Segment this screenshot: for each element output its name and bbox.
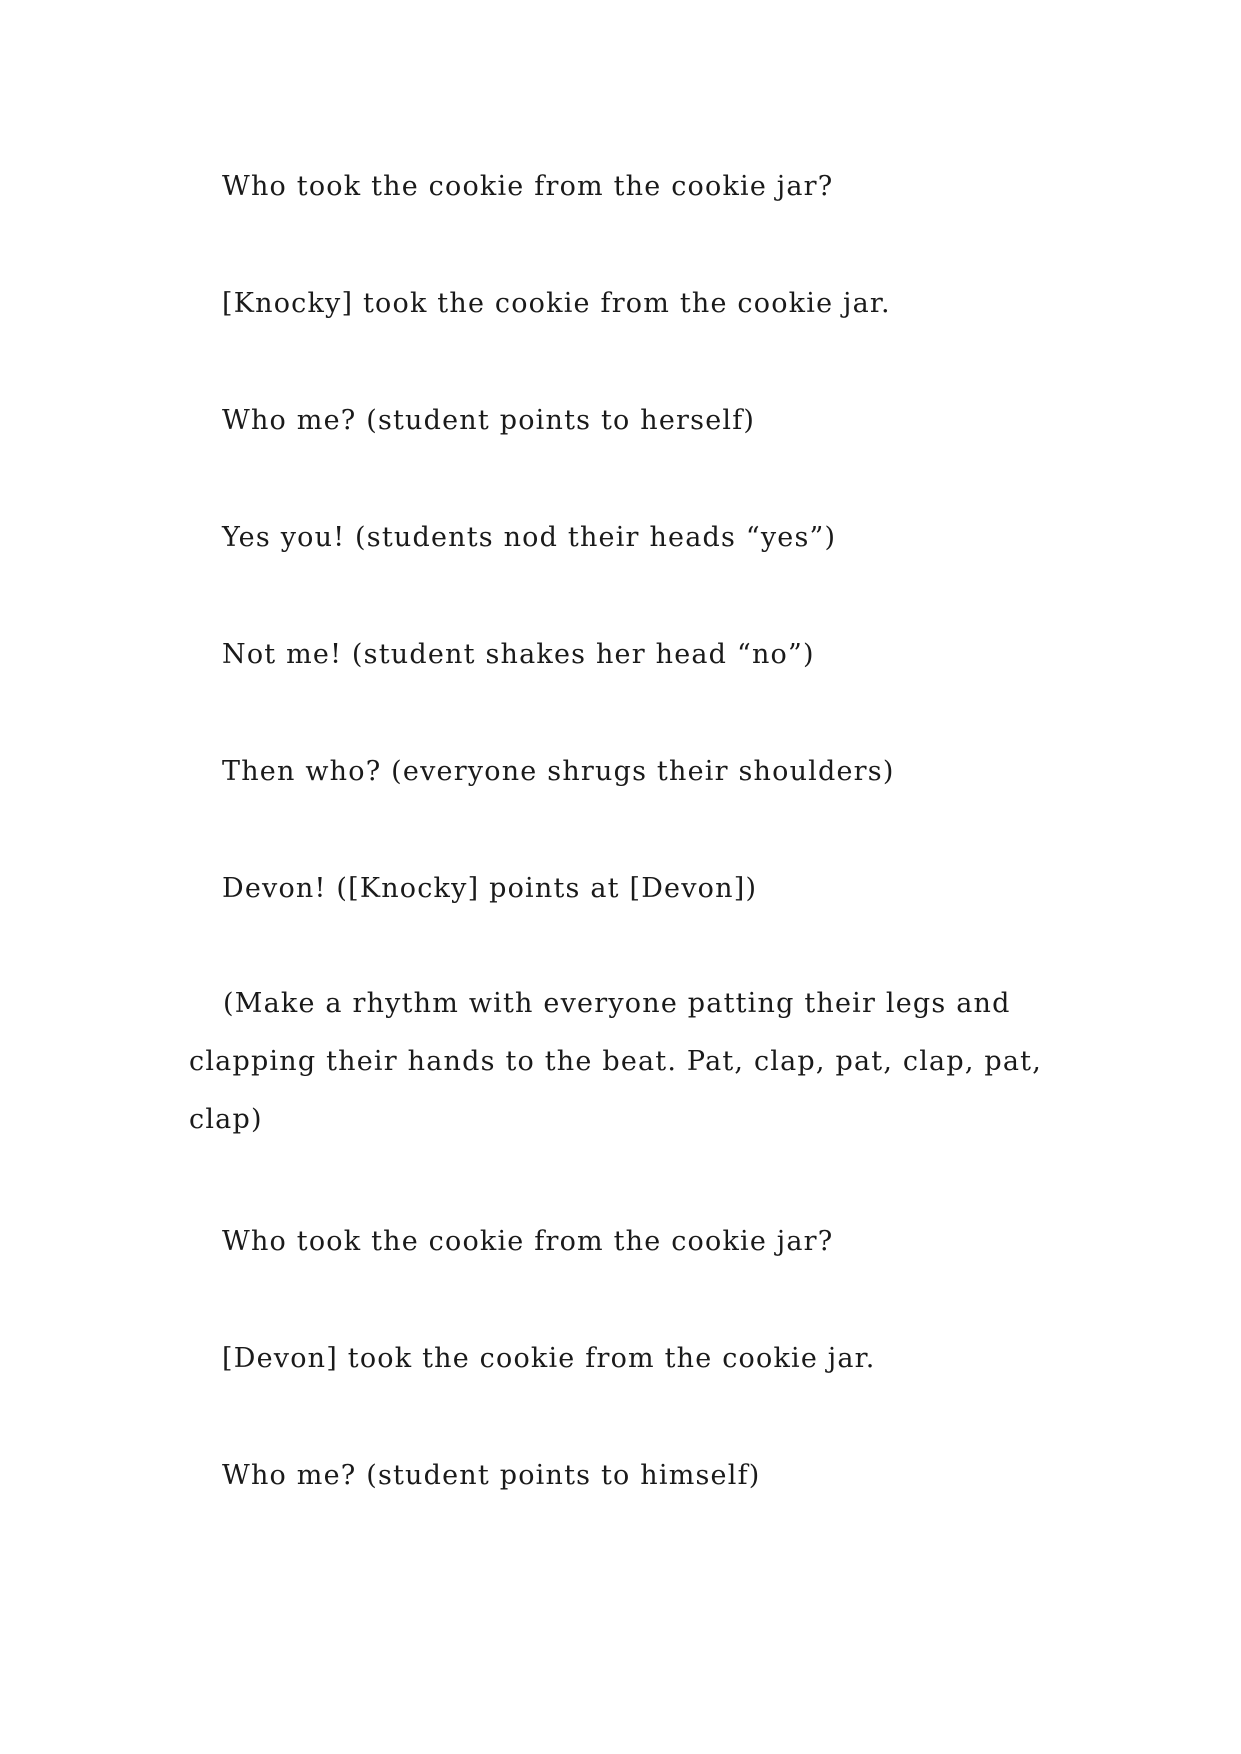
- verse-line-3: Who me? (student points to herself): [222, 405, 756, 436]
- instruction-paragraph: (Make a rhythm with everyone patting their legs and clapping their hands to the beat. Pat, clap, pat, clap, pat, clap): [189, 988, 1042, 1135]
- verse-line-1: Who took the cookie from the cookie jar?: [222, 171, 834, 202]
- verse-line-8: Who took the cookie from the cookie jar?: [222, 1226, 834, 1257]
- verse-line-7: Devon! ([Knocky] points at [Devon]): [222, 873, 758, 904]
- verse-line-6: Then who? (everyone shrugs their shoulders): [222, 756, 895, 787]
- verse-line-10: Who me? (student points to himself): [222, 1460, 761, 1491]
- verse-line-2: [Knocky] took the cookie from the cookie jar.: [222, 288, 891, 319]
- verse-line-5: Not me! (student shakes her head “no”): [222, 639, 815, 670]
- verse-line-9: [Devon] took the cookie from the cookie jar.: [222, 1343, 876, 1374]
- verse-line-4: Yes you! (students nod their heads “yes”): [222, 522, 837, 553]
